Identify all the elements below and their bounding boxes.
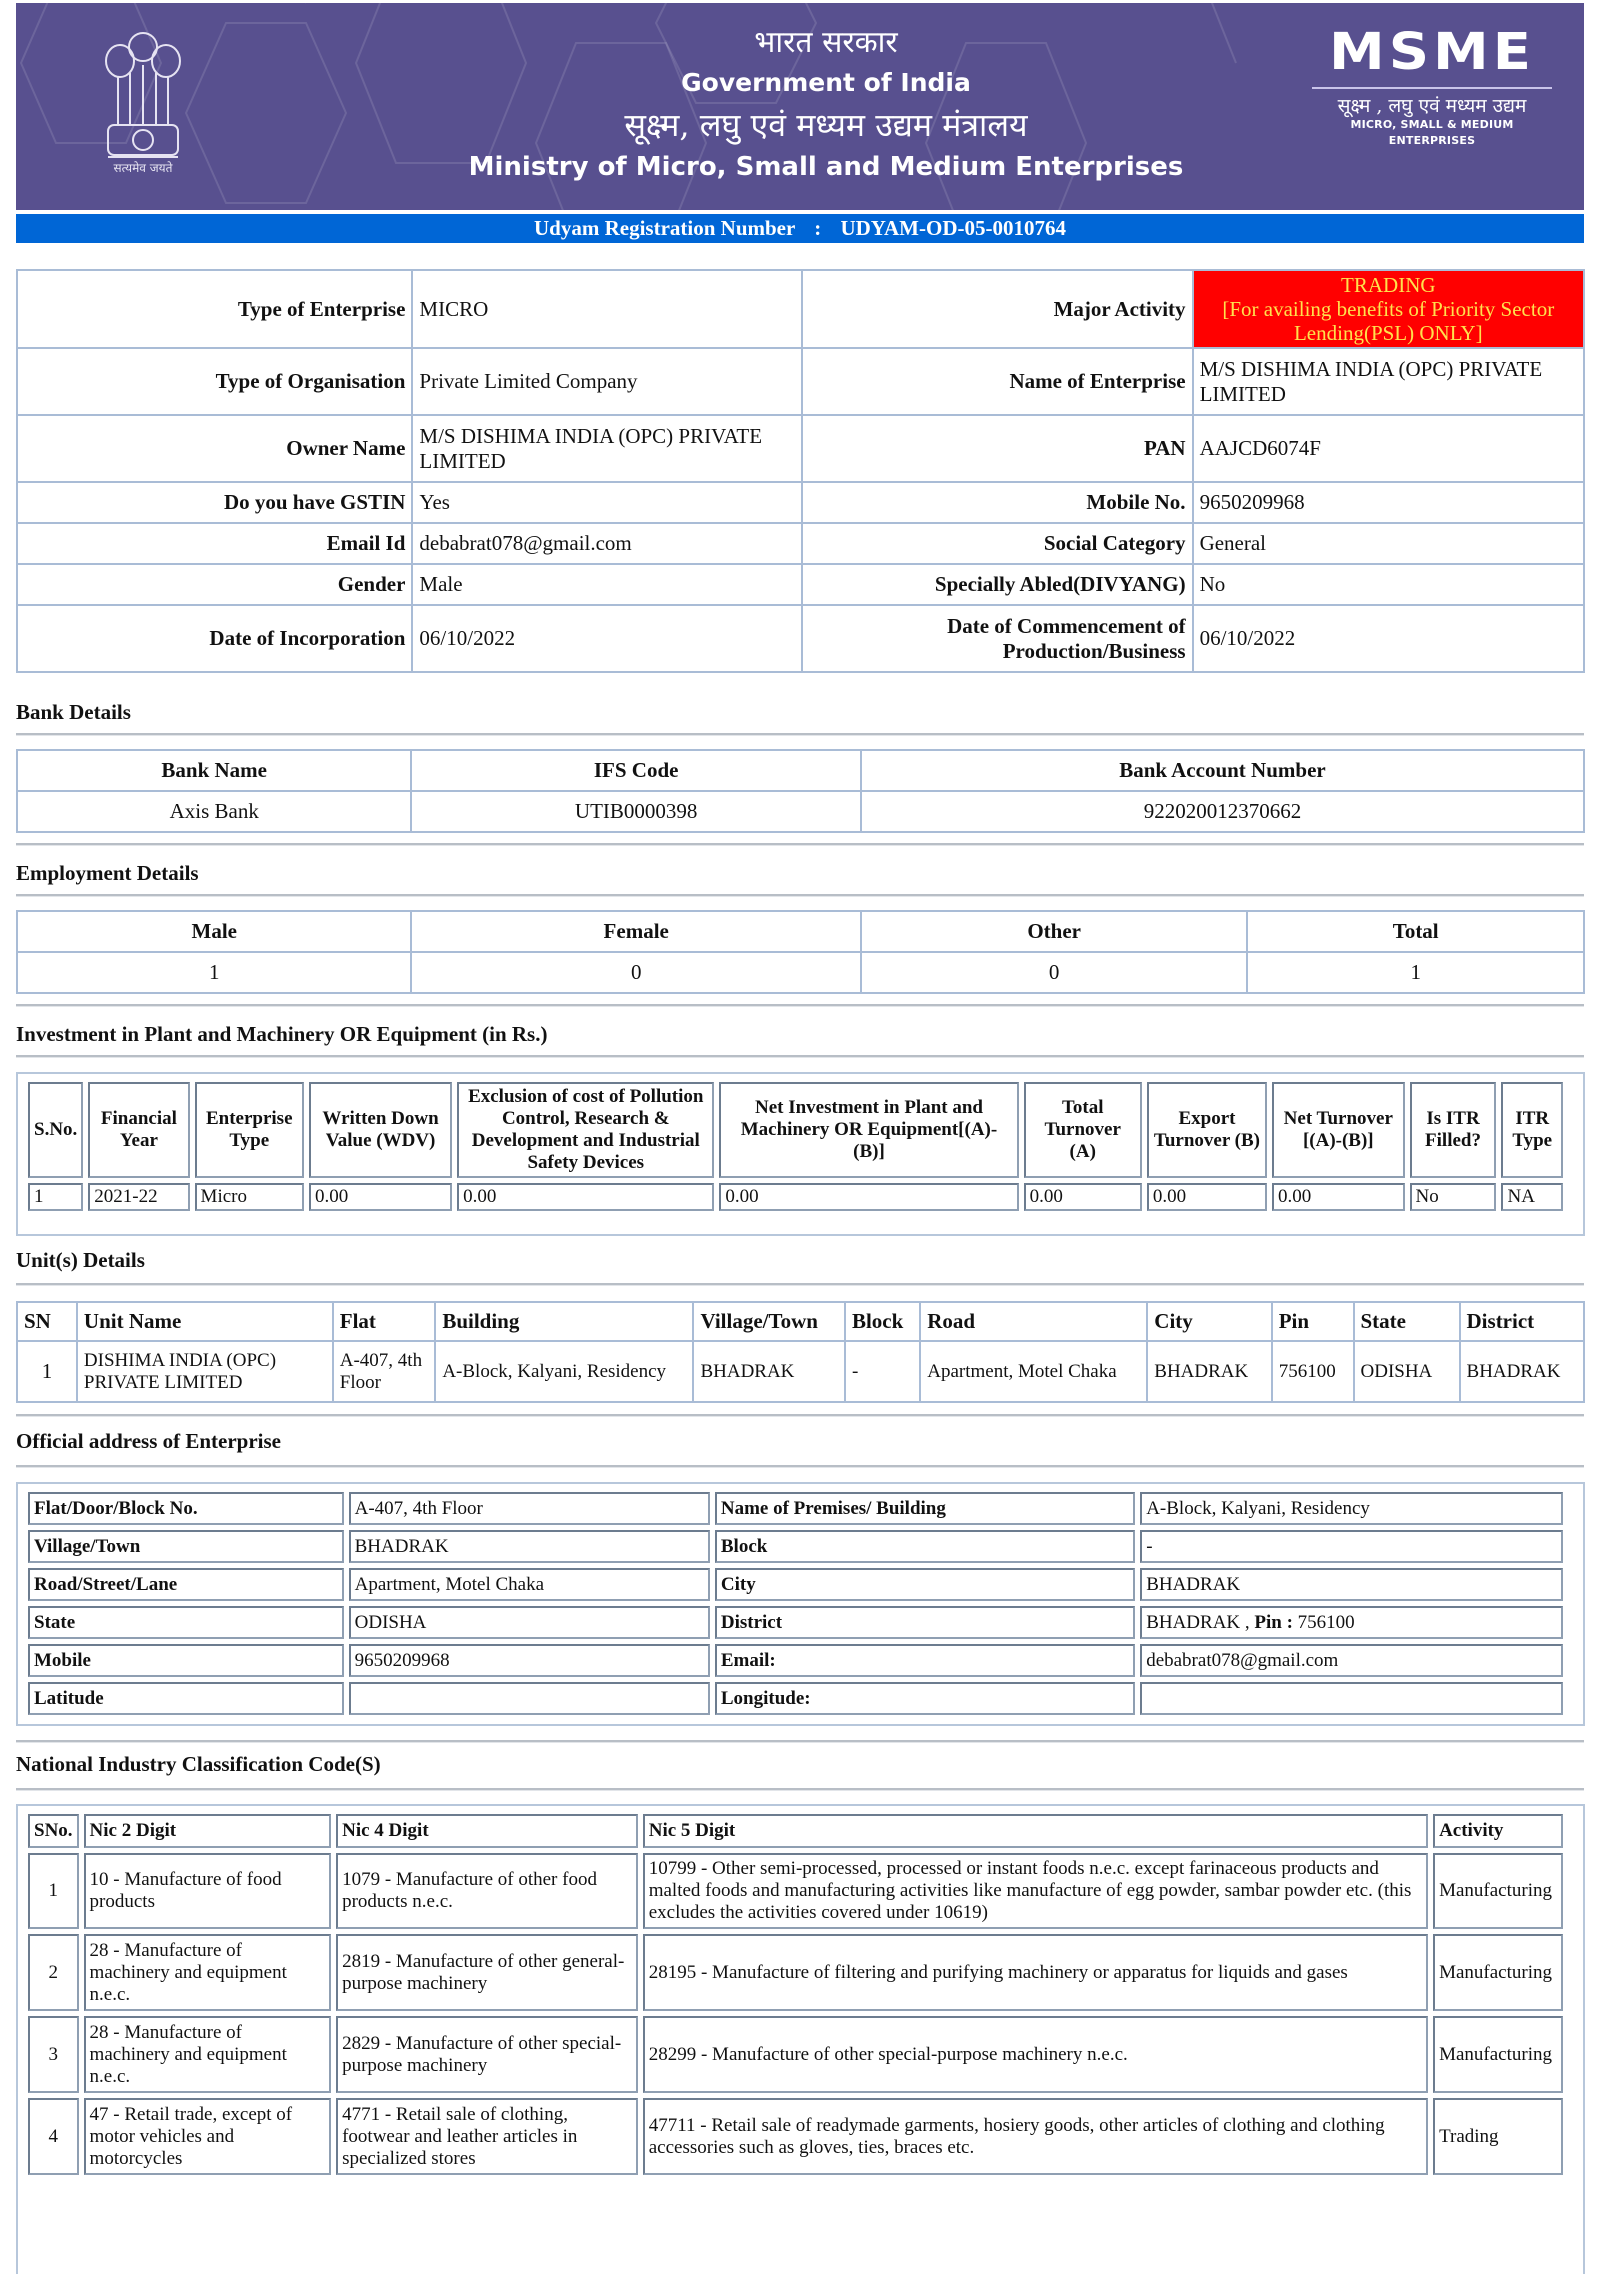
detail-value: MICRO <box>412 270 802 348</box>
address-row <box>28 1568 1563 1601</box>
detail-value: AAJCD6074F <box>1193 415 1584 482</box>
address-value <box>1140 1682 1563 1715</box>
table-cell: 28195 - Manufacture of filtering and purifying machinery or apparatus for liquids and gases <box>643 1934 1428 2011</box>
column-header: State <box>1354 1302 1460 1341</box>
column-header: Flat <box>333 1302 436 1341</box>
table-cell: No <box>1410 1183 1497 1211</box>
column-header: Nic 2 Digit <box>84 1814 332 1848</box>
logo-divider <box>1312 87 1552 89</box>
divider <box>16 1414 1584 1417</box>
column-header: Village/Town <box>693 1302 845 1341</box>
divider <box>16 843 1584 846</box>
table-cell: 1079 - Manufacture of other food products n.e.c. <box>336 1853 638 1929</box>
table-cell: 1 <box>28 1183 83 1211</box>
table-row <box>28 1934 1563 2011</box>
detail-value: M/S DISHIMA INDIA (OPC) PRIVATE LIMITED <box>1193 348 1584 415</box>
address-row <box>28 1606 1563 1639</box>
table-cell: DISHIMA INDIA (OPC) PRIVATE LIMITED <box>77 1341 333 1402</box>
hindi-ministry-title: सूक्ष्म, लघु एवं मध्यम उद्यम मंत्रालय <box>624 106 1028 144</box>
address-value: BHADRAK <box>1140 1568 1563 1601</box>
detail-value: Private Limited Company <box>412 348 802 415</box>
table-cell: 756100 <box>1272 1341 1354 1402</box>
details-row <box>17 270 1584 348</box>
address-value: debabrat078@gmail.com <box>1140 1644 1563 1677</box>
male-count: 1 <box>17 952 411 993</box>
bank-name: Axis Bank <box>17 791 411 832</box>
column-header: Export Turnover (B) <box>1147 1082 1267 1178</box>
registration-number: UDYAM-OD-05-0010764 <box>840 216 1066 240</box>
table-header-row <box>17 1302 1584 1341</box>
msme-logo-hindi: सूक्ष्म , लघु एवं मध्यम उद्यम <box>1337 95 1527 117</box>
column-header: Female <box>411 911 860 952</box>
detail-label: Specially Abled(DIVYANG) <box>802 564 1193 605</box>
table-row <box>28 2016 1563 2093</box>
column-header: Total Turnover (A) <box>1024 1082 1142 1178</box>
table-cell: 0.00 <box>719 1183 1018 1211</box>
unit-details-table <box>16 1301 1585 1403</box>
district-value: BHADRAK , <box>1146 1611 1250 1633</box>
english-govt-title: Government of India <box>681 68 971 97</box>
column-header: Net Turnover [(A)-(B)] <box>1272 1082 1405 1178</box>
table-header-row <box>17 750 1584 791</box>
address-row <box>28 1492 1563 1525</box>
column-header: ITR Type <box>1501 1082 1563 1178</box>
table-cell: 3 <box>28 2016 79 2093</box>
official-address-title: Official address of Enterprise <box>16 1429 282 1453</box>
column-header: S.No. <box>28 1082 83 1178</box>
column-header: Road <box>920 1302 1147 1341</box>
employment-details-title: Employment Details <box>16 861 199 885</box>
major-activity-highlight <box>1193 270 1584 348</box>
table-cell: 10799 - Other semi-processed, processed or instant foods n.e.c. except farinaceous products and malted foods and manufacturing activities like manufacture of egg powder, sambar powder etc. (this excludes the activities covered under 10619) <box>643 1853 1428 1929</box>
table-cell: A-407, 4th Floor <box>333 1341 436 1402</box>
details-row <box>17 564 1584 605</box>
detail-label: Social Category <box>802 523 1193 564</box>
address-label: Longitude: <box>715 1682 1135 1715</box>
address-label: District <box>715 1606 1135 1639</box>
detail-label: Email Id <box>17 523 412 564</box>
column-header: District <box>1460 1302 1584 1341</box>
employment-details-table <box>16 910 1585 994</box>
nic-codes-table <box>23 1809 1568 2180</box>
pin-value: 756100 <box>1297 1611 1355 1633</box>
table-row <box>17 1341 1584 1402</box>
detail-label: Date of Commencement of Production/Business <box>802 605 1193 672</box>
table-cell: 2 <box>28 1934 79 2011</box>
table-cell: 4 <box>28 2098 79 2175</box>
table-cell: Trading <box>1433 2098 1563 2175</box>
table-cell: 2829 - Manufacture of other special-purpose machinery <box>336 2016 638 2093</box>
address-table-container <box>16 1482 1585 1726</box>
detail-label: PAN <box>802 415 1193 482</box>
divider <box>16 1740 1584 1743</box>
table-header-row <box>17 911 1584 952</box>
details-row <box>17 415 1584 482</box>
address-value: A-407, 4th Floor <box>349 1492 710 1525</box>
column-header: Net Investment in Plant and Machinery OR Equipment[(A)-(B)] <box>719 1082 1018 1178</box>
column-header: Is ITR Filled? <box>1410 1082 1497 1178</box>
table-header-row <box>28 1082 1563 1178</box>
details-row <box>17 523 1584 564</box>
table-cell: - <box>845 1341 920 1402</box>
column-header: Written Down Value (WDV) <box>309 1082 452 1178</box>
detail-label: Gender <box>17 564 412 605</box>
msme-logo-word: MSME <box>1328 23 1536 82</box>
column-header: Financial Year <box>88 1082 189 1178</box>
emblem-caption: सत्यमेव जयते <box>113 161 173 175</box>
column-header: Bank Account Number <box>861 750 1584 791</box>
column-header: Enterprise Type <box>195 1082 304 1178</box>
divider <box>16 1004 1584 1007</box>
address-row <box>28 1644 1563 1677</box>
table-row <box>28 1853 1563 1929</box>
column-header: Other <box>861 911 1248 952</box>
national-emblem-icon <box>98 25 188 175</box>
column-header: Unit Name <box>77 1302 333 1341</box>
table-cell: 0.00 <box>1147 1183 1267 1211</box>
address-value: 9650209968 <box>349 1644 710 1677</box>
address-value: BHADRAK <box>349 1530 710 1563</box>
column-header: Nic 5 Digit <box>643 1814 1428 1848</box>
address-value: A-Block, Kalyani, Residency <box>1140 1492 1563 1525</box>
table-cell: BHADRAK <box>693 1341 845 1402</box>
column-header: Bank Name <box>17 750 411 791</box>
table-cell: 47 - Retail trade, except of motor vehicles and motorcycles <box>84 2098 332 2175</box>
column-header: SNo. <box>28 1814 79 1848</box>
detail-value: debabrat078@gmail.com <box>412 523 802 564</box>
table-cell: 4771 - Retail sale of clothing, footwear and leather articles in specialized stores <box>336 2098 638 2175</box>
table-cell: 1 <box>28 1853 79 1929</box>
column-header: Male <box>17 911 411 952</box>
detail-value: 06/10/2022 <box>1193 605 1584 672</box>
official-address-table <box>23 1487 1568 1720</box>
address-value <box>349 1682 710 1715</box>
registration-separator: : <box>814 216 822 240</box>
detail-label: Type of Enterprise <box>17 270 412 348</box>
table-cell: 2819 - Manufacture of other general-purpose machinery <box>336 1934 638 2011</box>
divider <box>16 1465 1584 1468</box>
nic-codes-title: National Industry Classification Code(S) <box>16 1752 381 1776</box>
msme-logo <box>1312 23 1552 149</box>
divider <box>16 1055 1584 1058</box>
major-activity-value: TRADING <box>1341 273 1436 297</box>
hindi-govt-title: भारत सरकार <box>754 25 898 60</box>
column-header: SN <box>17 1302 77 1341</box>
msme-logo-english: MICRO, SMALL & MEDIUM ENTERPRISES <box>1350 118 1514 147</box>
table-cell: 28 - Manufacture of machinery and equipment n.e.c. <box>84 1934 332 2011</box>
table-cell: 0.00 <box>457 1183 714 1211</box>
address-label: City <box>715 1568 1135 1601</box>
registration-label: Udyam Registration Number <box>534 216 795 240</box>
column-header: Pin <box>1272 1302 1354 1341</box>
detail-label: Name of Enterprise <box>802 348 1193 415</box>
investment-title: Investment in Plant and Machinery OR Equipment (in Rs.) <box>16 1022 548 1046</box>
table-row <box>17 952 1584 993</box>
table-row <box>17 791 1584 832</box>
address-value: - <box>1140 1530 1563 1563</box>
address-value: ODISHA <box>349 1606 710 1639</box>
psl-note: [For availing benefits of Priority Sector Lending(PSL) ONLY] <box>1222 297 1555 345</box>
detail-value: Male <box>412 564 802 605</box>
table-cell: BHADRAK <box>1460 1341 1584 1402</box>
detail-label: Type of Organisation <box>17 348 412 415</box>
table-cell: Manufacturing <box>1433 1853 1563 1929</box>
column-header: Total <box>1247 911 1584 952</box>
female-count: 0 <box>411 952 860 993</box>
table-cell: 0.00 <box>309 1183 452 1211</box>
table-cell: 47711 - Retail sale of readymade garments, hosiery goods, other articles of clothing and clothing accessories such as gloves, ties, braces etc. <box>643 2098 1428 2175</box>
details-row <box>17 348 1584 415</box>
address-row <box>28 1682 1563 1715</box>
address-label: Email: <box>715 1644 1135 1677</box>
address-label: Block <box>715 1530 1135 1563</box>
address-label: Latitude <box>28 1682 344 1715</box>
table-cell: Manufacturing <box>1433 2016 1563 2093</box>
column-header: City <box>1147 1302 1271 1341</box>
district-pin-value <box>1140 1606 1563 1639</box>
table-row <box>28 2098 1563 2175</box>
table-cell: 0.00 <box>1272 1183 1405 1211</box>
unit-details-title: Unit(s) Details <box>16 1248 145 1272</box>
detail-value: M/S DISHIMA INDIA (OPC) PRIVATE LIMITED <box>412 415 802 482</box>
divider <box>16 1788 1584 1791</box>
detail-label: Do you have GSTIN <box>17 482 412 523</box>
table-cell: 10 - Manufacture of food products <box>84 1853 332 1929</box>
table-header-row <box>28 1814 1563 1848</box>
total-count: 1 <box>1247 952 1584 993</box>
address-label: Mobile <box>28 1644 344 1677</box>
table-cell: 2021-22 <box>88 1183 189 1211</box>
address-row <box>28 1530 1563 1563</box>
table-cell: 1 <box>17 1341 77 1402</box>
column-header: Nic 4 Digit <box>336 1814 638 1848</box>
detail-label: Major Activity <box>802 270 1193 348</box>
table-cell: Apartment, Motel Chaka <box>920 1341 1147 1402</box>
investment-table-container <box>16 1072 1585 1236</box>
detail-value: General <box>1193 523 1584 564</box>
detail-label: Owner Name <box>17 415 412 482</box>
other-count: 0 <box>861 952 1248 993</box>
column-header: Building <box>435 1302 693 1341</box>
table-cell: Micro <box>195 1183 304 1211</box>
column-header: Activity <box>1433 1814 1563 1848</box>
ifs-code: UTIB0000398 <box>411 791 860 832</box>
table-cell: BHADRAK <box>1147 1341 1271 1402</box>
detail-value: 9650209968 <box>1193 482 1584 523</box>
table-cell: ODISHA <box>1354 1341 1460 1402</box>
pin-label: Pin : <box>1254 1611 1293 1633</box>
column-header: Block <box>845 1302 920 1341</box>
details-row <box>17 482 1584 523</box>
address-label: Village/Town <box>28 1530 344 1563</box>
bank-details-title: Bank Details <box>16 700 131 724</box>
header-banner <box>16 3 1584 210</box>
table-cell: Manufacturing <box>1433 1934 1563 2011</box>
registration-number-bar <box>16 214 1584 243</box>
table-cell: 28 - Manufacture of machinery and equipment n.e.c. <box>84 2016 332 2093</box>
address-label: Flat/Door/Block No. <box>28 1492 344 1525</box>
english-ministry-title: Ministry of Micro, Small and Medium Enterprises <box>468 152 1184 182</box>
detail-value: No <box>1193 564 1584 605</box>
enterprise-details-table <box>16 269 1585 673</box>
detail-value: Yes <box>412 482 802 523</box>
address-value: Apartment, Motel Chaka <box>349 1568 710 1601</box>
table-cell: 28299 - Manufacture of other special-purpose machinery n.e.c. <box>643 2016 1428 2093</box>
detail-label: Date of Incorporation <box>17 605 412 672</box>
bank-details-table <box>16 749 1585 833</box>
table-cell: 0.00 <box>1024 1183 1142 1211</box>
nic-table-container <box>16 1804 1585 2274</box>
table-cell: A-Block, Kalyani, Residency <box>435 1341 693 1402</box>
address-label: State <box>28 1606 344 1639</box>
divider <box>16 1283 1584 1286</box>
column-header: Exclusion of cost of Pollution Control, Research & Development and Industrial Safety Devices <box>457 1082 714 1178</box>
column-header: IFS Code <box>411 750 860 791</box>
ministry-title <box>446 23 1206 187</box>
table-cell: NA <box>1501 1183 1563 1211</box>
details-row <box>17 605 1584 672</box>
investment-table <box>23 1077 1568 1216</box>
bank-account-number: 922020012370662 <box>861 791 1584 832</box>
divider <box>16 894 1584 897</box>
divider <box>16 733 1584 736</box>
address-label: Name of Premises/ Building <box>715 1492 1135 1525</box>
detail-label: Mobile No. <box>802 482 1193 523</box>
address-label: Road/Street/Lane <box>28 1568 344 1601</box>
detail-value: 06/10/2022 <box>412 605 802 672</box>
table-row <box>28 1183 1563 1211</box>
